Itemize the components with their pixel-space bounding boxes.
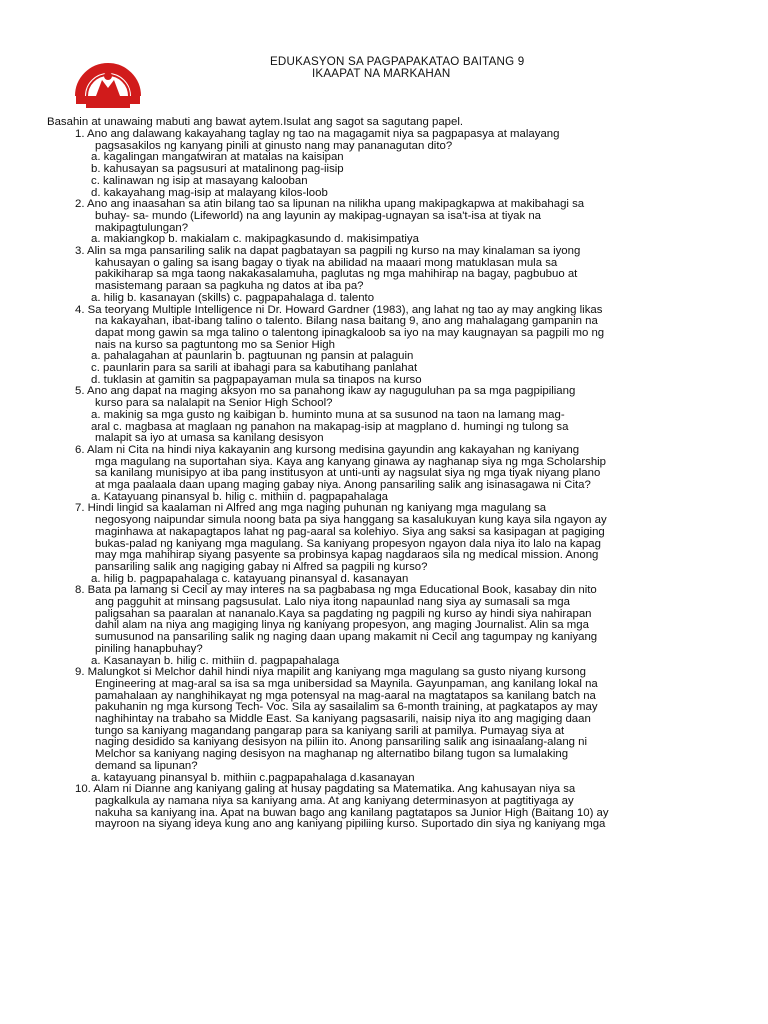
text-line: paligsahan sa paaralan at nananalo.Kaya sa pagdating ng pagpili ng kurso ay hindi siya nahirapan — [95, 607, 592, 620]
text-line: a. makiangkop b. makialam c. makipagkasundo d. makisimpatiya — [91, 233, 419, 246]
text-line: negosyong naipundar simula noong bata pa siya hanggang sa kasalukuyan kung kaya sila ngayon ay — [95, 514, 607, 527]
text-line: a. kagalingan mangatwiran at matalas na kaisipan — [91, 151, 344, 164]
text-line: a. makinig sa mga gusto ng kaibigan b. huminto muna at sa susunod na taon na lamang mag- — [91, 408, 565, 421]
text-line: nakuha sa kaniyang ina. Apat na buwan bago ang kanilang pagtatapos sa Junior High (Baitang 10) ay — [95, 806, 609, 819]
school-seal-logo — [72, 52, 144, 110]
text-line: demand sa lipunan? — [95, 759, 198, 772]
text-line: 10. Alam ni Dianne ang kaniyang galing at husay pagdating sa Matematika. Ang kahusayan niya sa — [75, 783, 576, 796]
text-line: ang pagguhit at minsang pagsusulat. Lalo niya itong napaunlad nang siya ay sumasali sa mga — [95, 596, 570, 608]
text-line: 5. Ano ang dapat na maging aksyon mo sa panahong ikaw ay naguguluhan pa sa mga pagpipiliang — [75, 385, 576, 398]
text-line: sumusunod na pansariling salik ng naging daan upang makamit ni Cecil ang tagumpay ng kaniyang — [95, 631, 598, 644]
text-line: a. katayuang pinansyal b. mithiin c.pagpapahalaga d.kasanayan — [91, 771, 415, 784]
text-line: sa kanilang munisipyo at iba pang institusyon at unti-unti ay nagsulat siya ng mga tiyak niyang plano — [95, 467, 601, 480]
text-line: a. hilig b. pagpapahalaga c. katayuang pinansyal d. kasanayan — [91, 572, 409, 585]
text-line: may mga mahihirap siyang pasyente sa probinsya kapag nagdaraos sila ng medical mission. Anong — [95, 549, 599, 562]
text-line: pakuhanin ng mga kursong Tech- Voc. Sila ay sasailalim sa 6-month training, at pagkatapos ay may — [95, 701, 598, 714]
text-line: b. kahusayan sa pagsusuri at matalinong pag-iisip — [91, 163, 344, 176]
text-line: a. hilig b. kasanayan (skills) c. pagpapahalaga d. talento — [91, 291, 375, 304]
text-line: nais na kurso sa pagtuntong mo sa Senior High — [95, 338, 335, 351]
text-line: c. kalinawan ng isip at masayang kalooban — [91, 174, 308, 187]
text-line: na kakayahan, ibat-ibang talino o talento. Bilang nasa baitang 9, ano ang mahalagang gampanin na — [95, 315, 598, 328]
text-line: d. kakayahang mag-isip at malayang kilos-loob — [91, 186, 328, 199]
text-line: 2. Ano ang inaasahan sa atin bilang tao sa lipunan na nilikha upang makipagkapwa at makibahagi sa — [75, 198, 585, 211]
text-line: Melchor sa kaniyang naging desisyon na maghanap ng alternatibo bilang tugon sa lumalaking — [95, 748, 569, 761]
text-line: d. tuklasin at gamitin sa pagpapayaman mula sa tinapos na kurso — [91, 373, 422, 386]
text-line: 9. Malungkot si Melchor dahil hindi niya mapilit ang kaniyang mga magulang sa gusto niyang kursong — [75, 666, 586, 679]
document-subtitle: IKAAPAT NA MARKAHAN — [312, 67, 451, 80]
text-line: makipagtulungan? — [95, 221, 189, 234]
text-line: at mga paalaala daan upang maging gabay niya. Anong pansariling salik ang isinasagawa ni Cita? — [95, 479, 591, 491]
text-line: a. Katayuang pinansyal b. hilig c. mithiin d. pagpapahalaga — [91, 490, 388, 503]
text-line: tungo sa kaniyang magandang pangarap para sa kaniyang sarili at pamilya. Pumayag siya at — [95, 724, 565, 737]
text-line: 6. Alam ni Cita na hindi niya kakayanin ang kursong medisina gayundin ang kakayahan ng kaniyang — [75, 443, 580, 456]
text-line: 8. Bata pa lamang si Cecil ay may interes na sa pagbabasa ng mga Educational Book, kasabay din nito — [75, 584, 597, 597]
document-title: EDUKASYON SA PAGPAPAKATAO BAITANG 9 — [270, 55, 525, 68]
text-line: pagsasakilos ng kanyang pinili at ginusto nang may pananagutan dito? — [95, 139, 453, 152]
text-line: pagkalkula ay namana niya sa kaniyang ama. At ang kaniyang determinasyon at pagtitiyaga ay — [95, 794, 574, 807]
text-line: maginhawa at nakapagtapos lahat ng pag-aaral sa kolehiyo. Siya ang saksi sa kasipagan at pagiging — [95, 525, 605, 538]
text-line: malapit sa iyo at umasa sa kanilang desisyon — [95, 432, 324, 445]
text-line: masistemang paraan sa pagkuha ng datos at iba pa? — [95, 280, 364, 293]
text-line: dapat mong gawin sa mga talino o talentong ipinagkaloob sa iyo na may kaugnayan sa pagpili mo ng — [95, 326, 605, 339]
text-line: piniling hanapbuhay? — [95, 642, 203, 655]
text-line: buhay- sa- mundo (Lifeworld) na ang layunin ay makipag-ugnayan sa isa't-isa at tiyak na — [95, 209, 542, 222]
text-line: pakikiharap sa mga taong nakakasalamuha, paglutas ng mga mahihirap na bagay, pagbubuo at — [95, 268, 578, 281]
text-line: 7. Hindi lingid sa kaalaman ni Alfred ang mga naging puhunan ng kaniyang mga magulang sa — [75, 502, 547, 515]
text-line: bukas-palad ng kaniyang mga magulang. Sa kaniyang propesyon ngayon dala niya ito lalo na kapag — [95, 537, 601, 550]
text-line: kurso para sa nalalapit na Senior High School? — [95, 397, 333, 410]
text-line: a. Kasanayan b. hilig c. mithiin d. pagpapahalaga — [91, 654, 340, 667]
text-line: mayroon na siyang ideya kung ano ang kaniyang pipiliing kurso. Suportado din siya ng kaniyang mga — [95, 818, 606, 831]
text-line: Engineering at mag-aral sa isa sa mga unibersidad sa Maynila. Gayunpaman, ang kanilang lokal na — [95, 677, 598, 690]
text-line: a. pahalagahan at paunlarin b. pagtuunan ng pansin at palaguin — [91, 350, 414, 363]
text-line: pansariling salik ang nagiging gabay ni Alfred sa pagpili ng kurso? — [95, 560, 428, 573]
text-line: 1. Ano ang dalawang kakayahang taglay ng tao na magagamit niya sa pagpapasya at malayang — [75, 128, 560, 140]
text-line: pamahalaan ay nanghihikayat ng mga potensyal na mag-aaral na magtatapos sa kanilang batch na — [95, 689, 596, 702]
text-line: 4. Sa teoryang Multiple Intelligence ni Dr. Howard Gardner (1983), ang lahat ng tao ay may angking likas — [75, 303, 603, 316]
text-line: aral c. magbasa at maglaan ng panahon na makapag-isip at magplano d. humingi ng tulong sa — [91, 420, 569, 433]
text-line: mga magulang na suportahan siya. Kaya ang kanyang ginawa ay naghanap siya ng mga Scholarship — [95, 455, 607, 468]
text-line: kahusayan o galing sa isang bagay o tiyak na abilidad na maaari mong matuklasan mula sa — [95, 256, 558, 269]
text-line: 3. Alin sa mga pansariling salik na dapat pagbatayan sa pagpili ng kurso na may kinalaman sa iyong — [75, 245, 581, 257]
text-line: c. paunlarin para sa sarili at ibahagi para sa kabutihang panlahat — [91, 362, 418, 374]
text-line: naging desidido sa kaniyang desisyon na piliin ito. Anong pansariling salik ang isinaalang-alang ni — [95, 736, 588, 749]
text-line: dahil alam na niya ang magiging linya ng kaniyang propesyon, ang maging Journalist. Alin sa mga — [95, 619, 589, 632]
instruction: Basahin at unawaing mabuti ang bawat aytem.Isulat ang sagot sa sagutang papel. — [47, 116, 464, 128]
text-line: naghihintay na trabaho sa Middle East. Sa kaniyang pagsasarili, naisip niya ito ang magiging daan — [95, 713, 591, 725]
